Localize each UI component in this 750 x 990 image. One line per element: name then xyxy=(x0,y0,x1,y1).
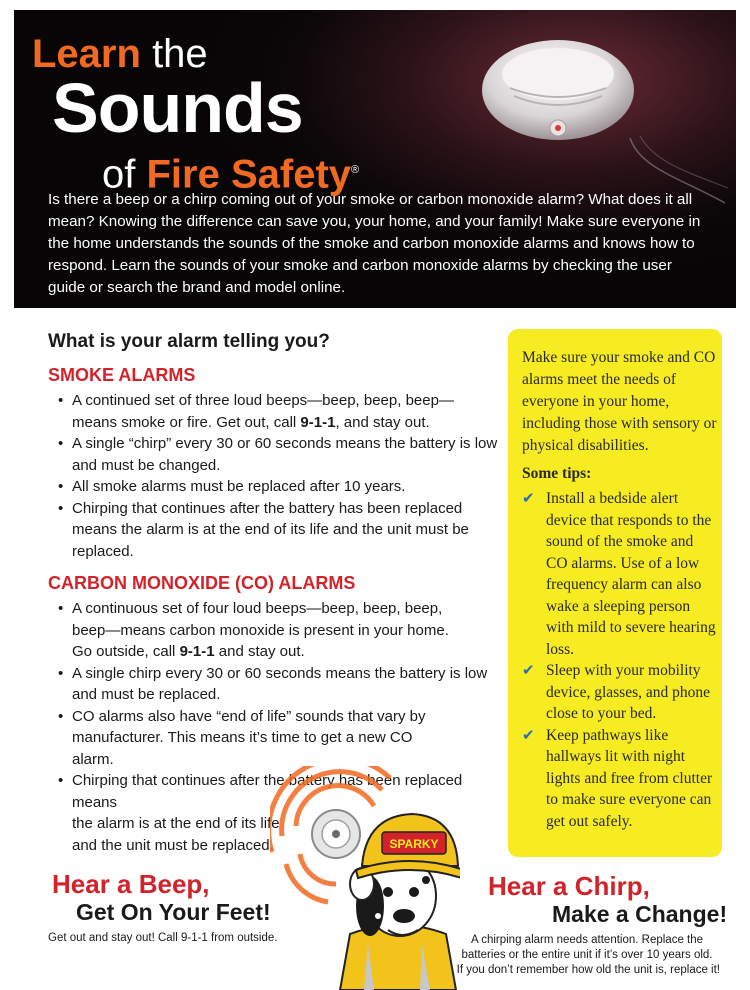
beep-title-line1: Hear a Beep, xyxy=(52,869,210,899)
checkmark-icon: ✔ xyxy=(522,725,535,744)
tips-intro: Make sure your smoke and CO alarms meet the needs of everyone in your home, including those with sensory or physical disabilities. xyxy=(522,349,717,454)
chirp-title-line2: Make a Change! xyxy=(552,901,728,927)
trademark-mark: ® xyxy=(351,164,360,176)
section-question: What is your alarm telling you? xyxy=(48,331,330,352)
title-sounds: Sounds xyxy=(52,69,303,147)
smoke-alarm-photo xyxy=(480,28,730,208)
smoke-alarms-heading: SMOKE ALARMS xyxy=(48,365,196,385)
tips-list xyxy=(522,488,718,832)
checkmark-icon: ✔ xyxy=(522,489,535,507)
list-item: • All smoke alarms must be replaced after 10 years. xyxy=(48,476,498,498)
chirp-instructions-line2: If you don’t remember how old the unit is, replace it! xyxy=(456,964,720,976)
helmet-label: SPARKY xyxy=(389,837,439,851)
chirp-instructions xyxy=(454,933,720,978)
tips-heading: Some tips: xyxy=(522,465,592,482)
list-item: • Chirping that continues after the battery has been replaced means the alarm is at the end of its life and the unit must be replaced. xyxy=(48,770,498,856)
beep-instructions: Get out and stay out! Call 9-1-1 from outside. xyxy=(48,932,278,944)
chirp-title-line1: Hear a Chirp, xyxy=(488,871,650,901)
list-item: • A single chirp every 30 or 60 seconds means the battery is low and must be replaced. xyxy=(48,663,498,706)
tip-item: ✔ Sleep with your mobility device, glasses, and phone close to your bed. xyxy=(522,661,710,722)
tip-item: ✔ Install a bedside alert device that responds to the sound of the smoke and CO alarms. Use of a low frequency alarm can also wake a sleeping person with mild to severe hearing loss. xyxy=(522,489,716,658)
tip-item: ✔ Keep pathways like hallways lit with night lights and free from clutter to make sure everyone can get out safely. xyxy=(522,725,713,830)
title-fire-safety: Fire Safety xyxy=(146,152,352,197)
list-item: • A continuous set of four loud beeps—beep, beep, beep, beep—means carbon monoxide is present in your home. Go outside, call 9-1-1 and stay out. xyxy=(48,598,452,663)
intro-paragraph: Is there a beep or a chirp coming out of your smoke or carbon monoxide alarm? What does it all mean? Knowing the difference can save you, your home, and your family! Make sure everyone in the home understands the sounds of the smoke and carbon monoxide alarms and knows how to respond. Learn the sounds of your smoke and carbon monoxide alarms by checking the user guide or search the brand and model online. xyxy=(48,191,701,296)
co-alarms-heading: CARBON MONOXIDE (CO) ALARMS xyxy=(48,573,356,593)
list-item: • Chirping that continues after the battery has been replaced means the alarm is at the end of its life and the unit must be replaced. xyxy=(48,498,482,563)
list-item: • A single “chirp” every 30 or 60 seconds means the battery is low and must be changed. xyxy=(48,433,498,476)
chirp-instructions-line1: A chirping alarm needs attention. Replace the batteries or the entire unit if it’s over 10 years old. xyxy=(461,934,713,961)
title-learn-the xyxy=(32,34,208,74)
list-item: • CO alarms also have “end of life” sounds that vary by manufacturer. This means it’s time to get a new CO alarm. xyxy=(48,706,452,771)
sparky-dog-illustration xyxy=(270,766,460,990)
beep-title-line2: Get On Your Feet! xyxy=(76,899,271,925)
header-banner xyxy=(14,10,736,308)
checkmark-icon: ✔ xyxy=(522,661,535,679)
list-item: • A continued set of three loud beeps—beep, beep, beep—means smoke or fire. Get out, call 9-1-1, and stay out. xyxy=(48,390,498,433)
smoke-alarms-list xyxy=(48,390,498,562)
title-of: of xyxy=(102,152,136,197)
title-learn: Learn xyxy=(32,32,141,76)
accessibility-tips-box xyxy=(508,329,722,857)
title-the: the xyxy=(152,32,208,76)
small-alarm-icon xyxy=(312,810,360,858)
